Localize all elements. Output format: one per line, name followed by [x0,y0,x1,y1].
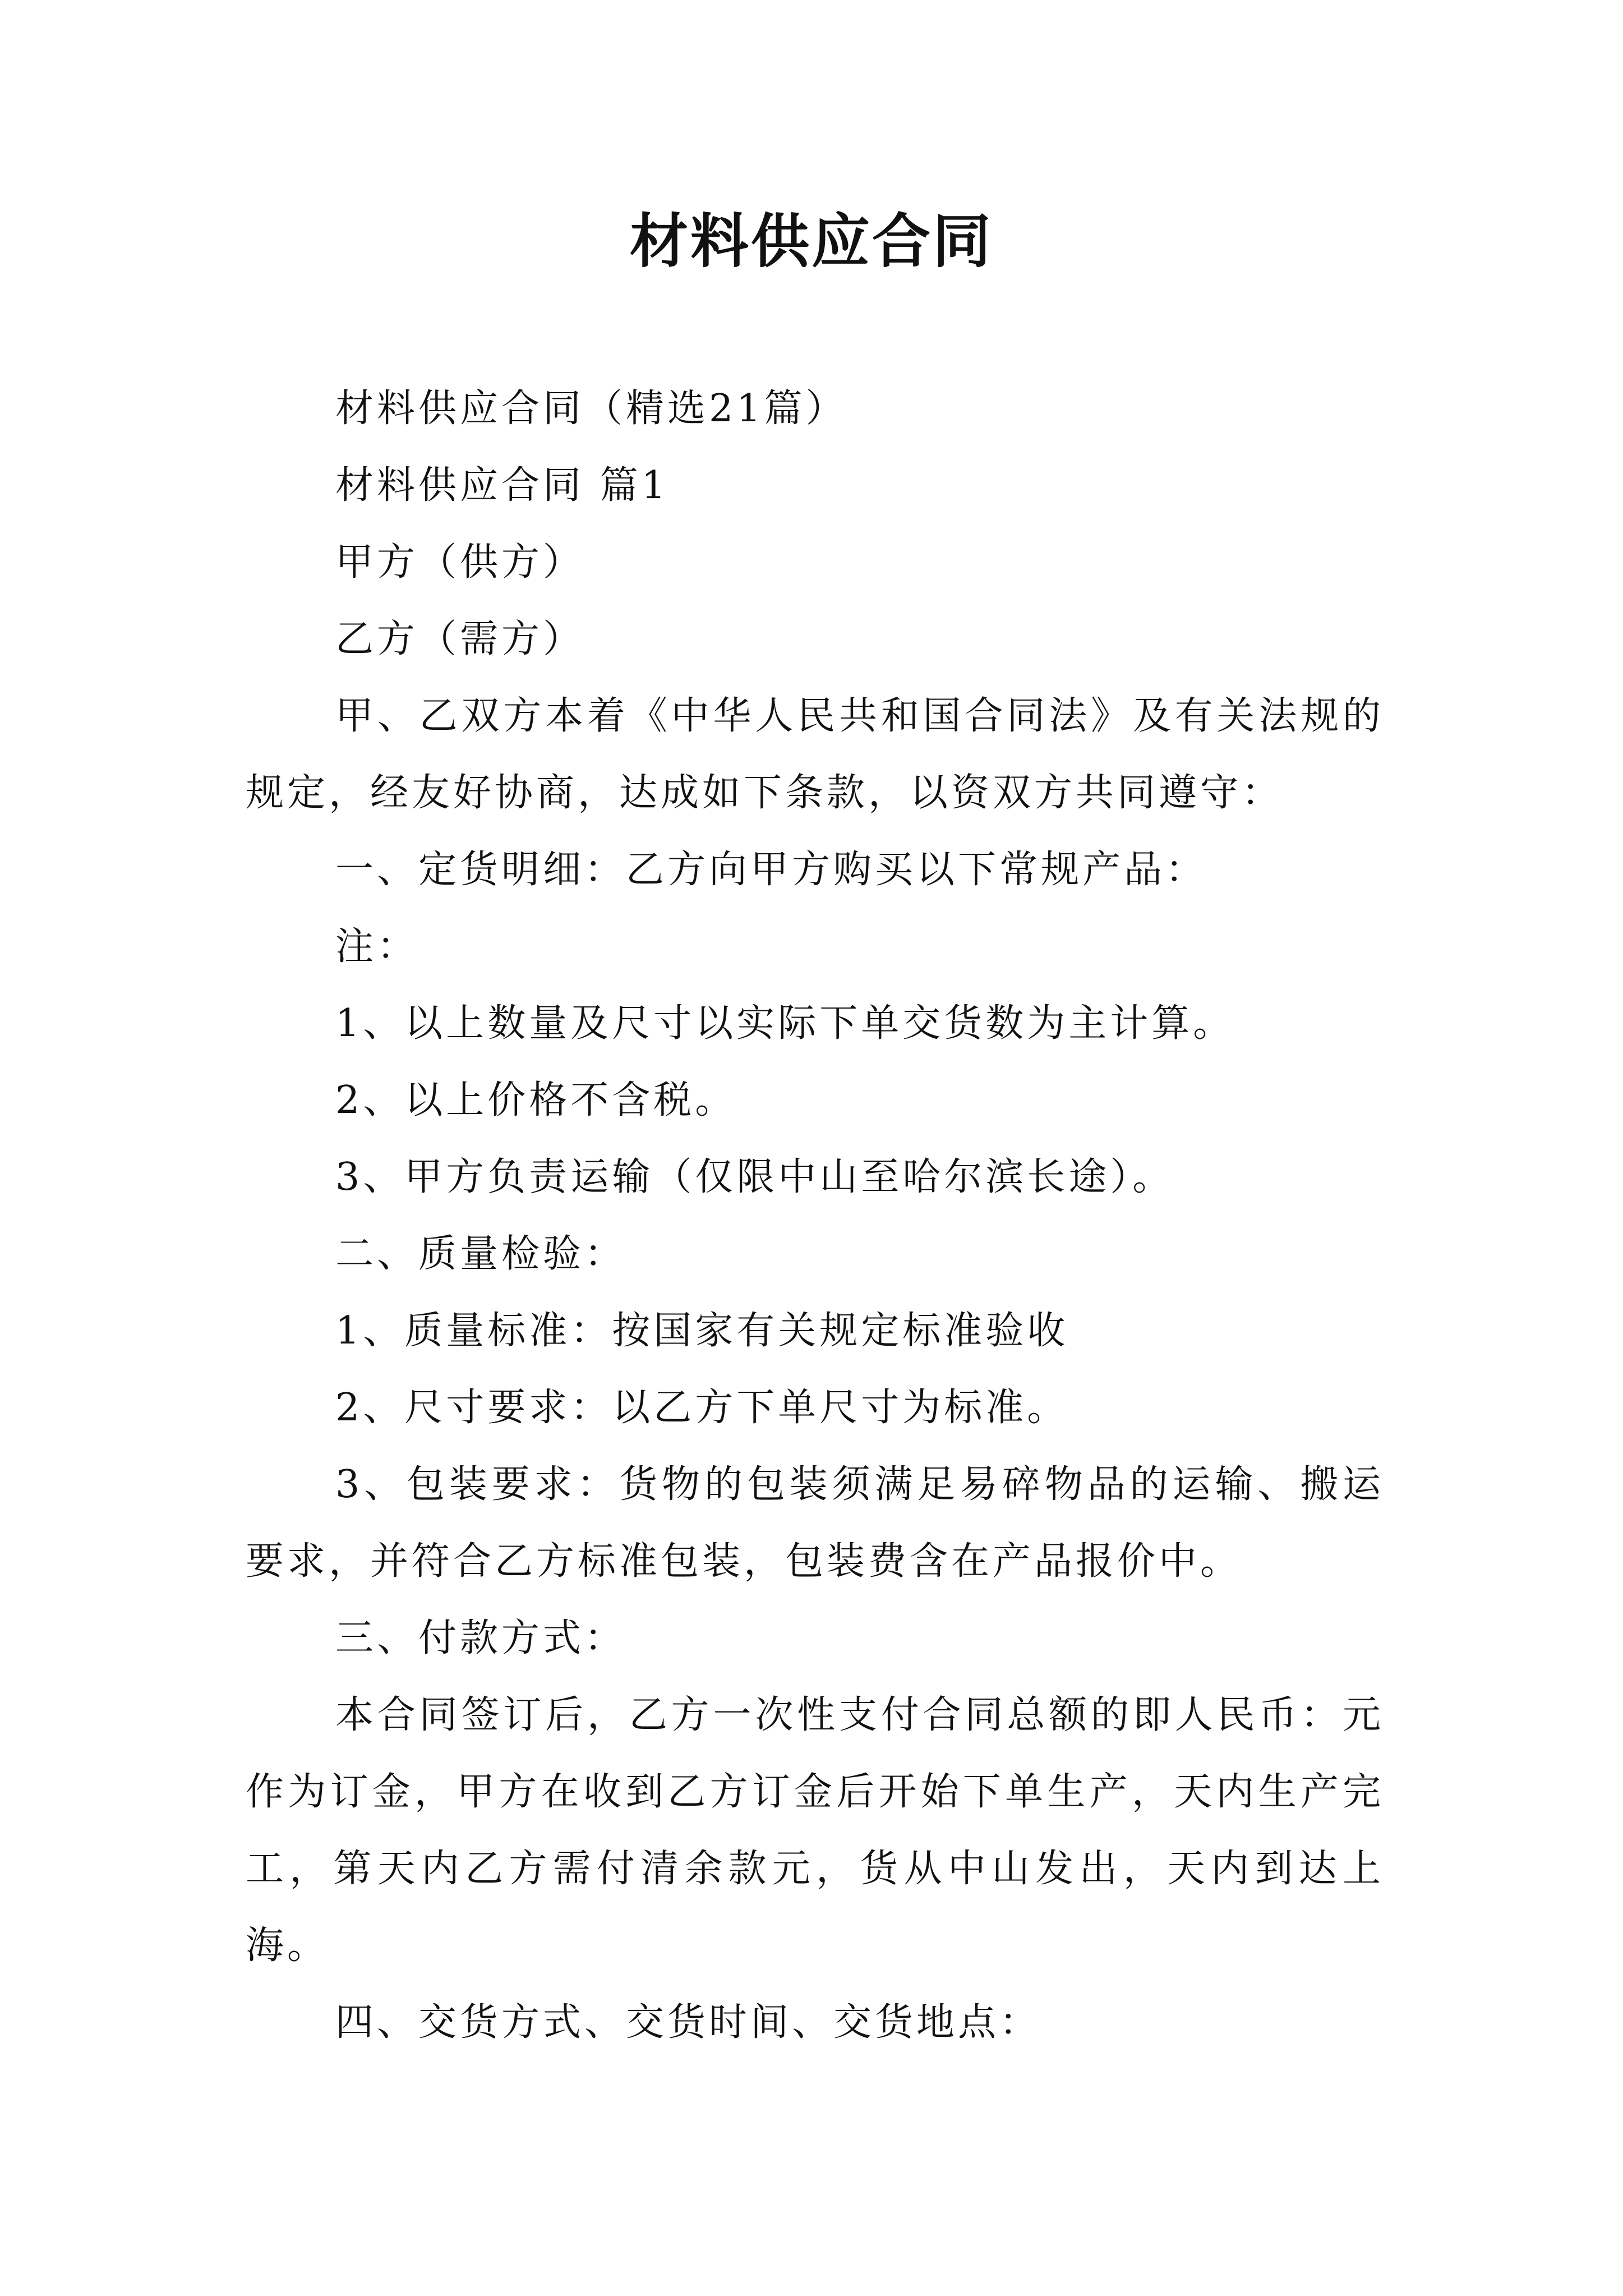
paragraph: 1、以上数量及尺寸以实际下单交货数为主计算。 [335,1001,1235,1046]
paragraph: 乙方（需方） [335,617,585,661]
paragraph: 本合同签订后，乙方一次性支付合同总额的即人民币：元作为订金，甲方在收到乙方订金后开始下单生产，天内生产完工，第天内乙方需付清余款元，货从中山发出，天内到达上海。 [246,1693,1384,1968]
paragraph: 1、质量标准：按国家有关规定标准验收 [335,1309,1069,1353]
paragraph: 甲、乙双方本着《中华人民共和国合同法》及有关法规的规定，经友好协商，达成如下条款，以资双方共同遵守： [246,694,1384,815]
document-body [246,370,1384,2061]
paragraph: 3、包装要求：货物的包装须满足易碎物品的运输、搬运要求，并符合乙方标准包装，包装费含在产品报价中。 [246,1462,1384,1584]
document-title: 材料供应合同 [629,206,993,275]
paragraph: 2、以上价格不含税。 [335,1078,737,1122]
paragraph: 四、交货方式、交货时间、交货地点： [335,2000,1041,2045]
paragraph: 三、付款方式： [335,1616,626,1660]
paragraph: 材料供应合同（精选21篇） [335,386,847,431]
paragraph: 二、质量检验： [335,1232,626,1276]
paragraph: 2、尺寸要求：以乙方下单尺寸为标准。 [335,1386,1069,1430]
paragraph: 注： [335,924,419,969]
paragraph: 3、甲方负责运输（仅限中山至哈尔滨长途）。 [335,1155,1174,1199]
paragraph: 甲方（供方） [335,540,585,585]
paragraph: 材料供应合同 篇1 [335,463,669,508]
paragraph: 一、定货明细：乙方向甲方购买以下常规产品： [335,848,1207,892]
